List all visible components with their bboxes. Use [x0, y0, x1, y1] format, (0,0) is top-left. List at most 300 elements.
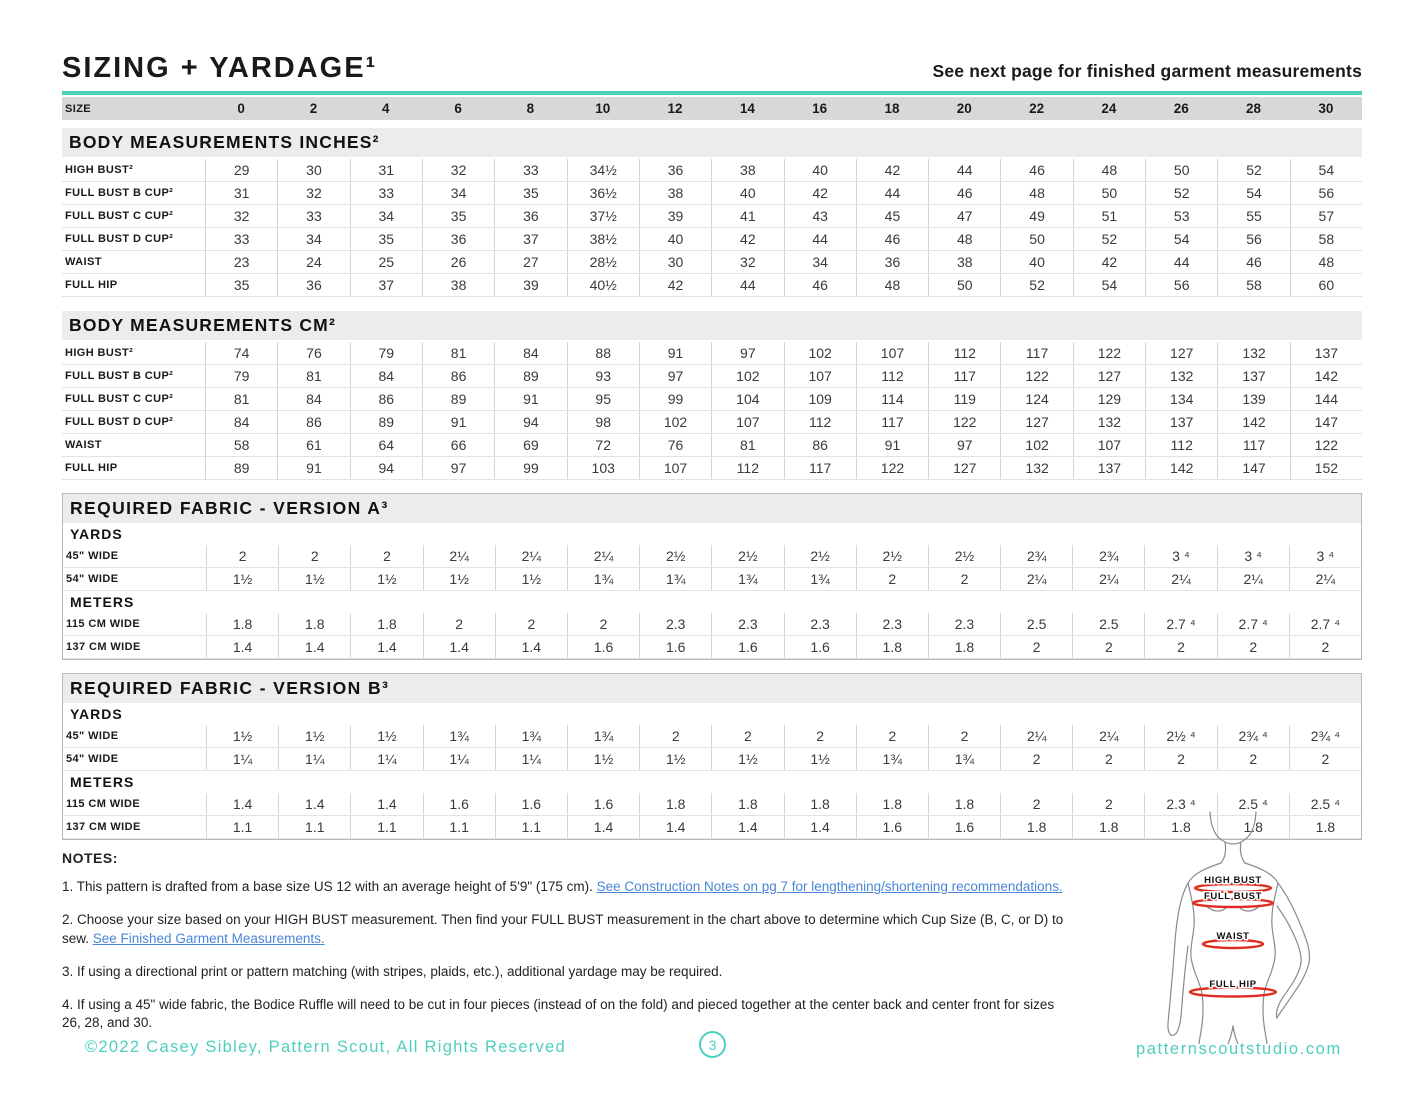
- size-column-header: 0: [237, 101, 245, 116]
- value-cell: 56: [1290, 182, 1362, 204]
- value-cell: 33: [277, 205, 349, 227]
- value-cell: 51: [1073, 205, 1145, 227]
- value-cell: 93: [567, 365, 639, 387]
- note-1: [62, 878, 1074, 897]
- value-cell: 40: [1000, 251, 1072, 273]
- value-cell: 36½: [567, 182, 639, 204]
- value-cell: 58: [1217, 274, 1289, 296]
- value-cell: 107: [639, 457, 711, 479]
- value-cell: 34: [350, 205, 422, 227]
- value-cell: 32: [205, 205, 277, 227]
- value-cell: 36: [494, 205, 566, 227]
- value-cell: 1.1: [495, 816, 567, 838]
- value-cell: 1.4: [711, 816, 783, 838]
- value-cell: 84: [277, 388, 349, 410]
- value-cell: 52: [1000, 274, 1072, 296]
- value-cell: 57: [1290, 205, 1362, 227]
- value-cell: 2: [1217, 636, 1289, 658]
- value-cell: 102: [711, 365, 783, 387]
- value-cell: 3 ⁴: [1144, 545, 1216, 567]
- value-cell: 1.4: [350, 636, 422, 658]
- value-cell: 2: [856, 725, 928, 747]
- value-cell: 2¼: [567, 545, 639, 567]
- value-cell: 2: [1217, 748, 1289, 770]
- table-row: [62, 228, 1362, 251]
- value-cell: 34½: [567, 159, 639, 181]
- value-cell: 2: [928, 725, 1000, 747]
- value-cell: 1.4: [639, 816, 711, 838]
- value-cell: 122: [928, 411, 1000, 433]
- row-label: 54" WIDE: [66, 753, 119, 765]
- table-row: [63, 748, 1361, 771]
- value-cell: 132: [1217, 342, 1289, 364]
- value-cell: 122: [856, 457, 928, 479]
- value-cell: 1.8: [1000, 816, 1072, 838]
- value-cell: 1¼: [206, 748, 278, 770]
- value-cell: 76: [277, 342, 349, 364]
- unit-label: YARDS: [70, 526, 123, 542]
- value-cell: 2: [350, 545, 422, 567]
- value-cell: 37½: [567, 205, 639, 227]
- value-cell: 2½: [784, 545, 856, 567]
- size-column-header: 2: [309, 101, 318, 116]
- value-cell: 1¼: [495, 748, 567, 770]
- value-cell: 127: [1073, 365, 1145, 387]
- value-cell: 1.6: [856, 816, 928, 838]
- value-cell: 109: [784, 388, 856, 410]
- note-2-link[interactable]: See Finished Garment Measurements.: [92, 930, 325, 946]
- section-title: REQUIRED FABRIC - VERSION B³: [63, 674, 1361, 703]
- value-cell: 1¾: [567, 725, 639, 747]
- value-cell: 53: [1145, 205, 1217, 227]
- value-cell: 81: [422, 342, 494, 364]
- value-cell: 88: [567, 342, 639, 364]
- value-cell: 112: [1145, 434, 1217, 456]
- value-cell: 1.1: [350, 816, 422, 838]
- value-cell: 132: [1073, 411, 1145, 433]
- value-cell: 1½: [567, 748, 639, 770]
- value-cell: 40: [784, 159, 856, 181]
- row-label: FULL BUST C CUP²: [65, 393, 174, 405]
- value-cell: 34: [422, 182, 494, 204]
- value-cell: 60: [1290, 274, 1362, 296]
- value-cell: 61: [277, 434, 349, 456]
- value-cell: 142: [1290, 365, 1362, 387]
- value-cell: 44: [856, 182, 928, 204]
- value-cell: 44: [1145, 251, 1217, 273]
- value-cell: 2: [1289, 748, 1361, 770]
- value-cell: 1¼: [278, 748, 350, 770]
- value-cell: 42: [856, 159, 928, 181]
- value-cell: 1.8: [711, 793, 783, 815]
- value-cell: 44: [784, 228, 856, 250]
- row-label: HIGH BUST²: [65, 164, 134, 176]
- figure-illustration-svg: [1148, 810, 1406, 1044]
- value-cell: 52: [1145, 182, 1217, 204]
- value-cell: 1.1: [423, 816, 495, 838]
- value-cell: 33: [494, 159, 566, 181]
- size-column-header: 18: [884, 101, 900, 116]
- value-cell: 84: [350, 365, 422, 387]
- size-column-header: 28: [1246, 101, 1262, 116]
- value-cell: 49: [1000, 205, 1072, 227]
- figure-label-high-bust: HIGH BUST: [1204, 875, 1262, 886]
- value-cell: 35: [494, 182, 566, 204]
- value-cell: 2.5: [1072, 613, 1144, 635]
- value-cell: 99: [639, 388, 711, 410]
- table-row: [63, 613, 1361, 636]
- value-cell: 48: [928, 228, 1000, 250]
- table-row: [63, 568, 1361, 591]
- value-cell: 2: [1000, 793, 1072, 815]
- value-cell: 2: [1289, 636, 1361, 658]
- value-cell: 1.4: [278, 793, 350, 815]
- value-cell: 30: [277, 159, 349, 181]
- value-cell: 2: [495, 613, 567, 635]
- value-cell: 107: [1073, 434, 1145, 456]
- fabric-section-version-a: [62, 493, 1362, 660]
- row-label: HIGH BUST²: [65, 347, 134, 359]
- value-cell: 50: [1073, 182, 1145, 204]
- table-row: [62, 388, 1362, 411]
- section-title: REQUIRED FABRIC - VERSION A³: [63, 494, 1361, 523]
- value-cell: 147: [1290, 411, 1362, 433]
- value-cell: 2¾: [1072, 545, 1144, 567]
- value-cell: 32: [711, 251, 783, 273]
- value-cell: 127: [1145, 342, 1217, 364]
- value-cell: 91: [639, 342, 711, 364]
- value-cell: 24: [277, 251, 349, 273]
- value-cell: 137: [1145, 411, 1217, 433]
- value-cell: 1¾: [567, 568, 639, 590]
- value-cell: 74: [205, 342, 277, 364]
- value-cell: 46: [1217, 251, 1289, 273]
- footer-website[interactable]: patternscoutstudio.com: [1136, 1040, 1342, 1058]
- value-cell: 1½: [206, 725, 278, 747]
- measurement-sections: [62, 128, 1362, 480]
- note-1-link[interactable]: See Construction Notes on pg 7 for lengthening/shortening recommendations.: [596, 879, 1063, 894]
- value-cell: 86: [350, 388, 422, 410]
- value-cell: 117: [1217, 434, 1289, 456]
- table-row: [62, 182, 1362, 205]
- row-label: WAIST: [65, 256, 102, 268]
- page-header: [62, 0, 1362, 85]
- value-cell: 81: [277, 365, 349, 387]
- value-cell: 48: [1290, 251, 1362, 273]
- row-label: 115 CM WIDE: [66, 798, 141, 810]
- value-cell: 132: [1145, 365, 1217, 387]
- section-title: BODY MEASUREMENTS INCHES²: [62, 128, 1362, 157]
- value-cell: 40: [711, 182, 783, 204]
- value-cell: 2: [856, 568, 928, 590]
- value-cell: 1.1: [206, 816, 278, 838]
- value-cell: 86: [277, 411, 349, 433]
- value-cell: 1.8: [278, 613, 350, 635]
- value-cell: 2¾ ⁴: [1217, 725, 1289, 747]
- value-cell: 36: [639, 159, 711, 181]
- value-cell: 2¼: [1000, 725, 1072, 747]
- table-row: [62, 251, 1362, 274]
- value-cell: 2¼: [1144, 568, 1216, 590]
- value-cell: 91: [494, 388, 566, 410]
- value-cell: 89: [494, 365, 566, 387]
- value-cell: 97: [422, 457, 494, 479]
- row-label: FULL BUST D CUP²: [65, 416, 174, 428]
- value-cell: 33: [205, 228, 277, 250]
- value-cell: 34: [784, 251, 856, 273]
- value-cell: 37: [494, 228, 566, 250]
- size-column-header: 4: [382, 101, 390, 116]
- value-cell: 1.6: [567, 793, 639, 815]
- value-cell: 2.7 ⁴: [1289, 613, 1361, 635]
- value-cell: 89: [205, 457, 277, 479]
- row-label: FULL BUST D CUP²: [65, 233, 174, 245]
- value-cell: 112: [856, 365, 928, 387]
- value-cell: 3 ⁴: [1217, 545, 1289, 567]
- value-cell: 46: [856, 228, 928, 250]
- value-cell: 1.6: [423, 793, 495, 815]
- value-cell: 35: [422, 205, 494, 227]
- value-cell: 86: [784, 434, 856, 456]
- value-cell: 2.3: [711, 613, 783, 635]
- size-header-label: SIZE: [65, 102, 92, 115]
- value-cell: 2.3: [784, 613, 856, 635]
- value-cell: 1.8: [928, 793, 1000, 815]
- value-cell: 42: [711, 228, 783, 250]
- value-cell: 2½: [639, 545, 711, 567]
- note-1-text: 1. This pattern is drafted from a base size US 12 with an average height of 5'9" (175 cm).: [62, 879, 597, 894]
- value-cell: 50: [928, 274, 1000, 296]
- value-cell: 1½: [278, 568, 350, 590]
- table-row: [62, 274, 1362, 297]
- value-cell: 2: [1000, 636, 1072, 658]
- value-cell: 99: [494, 457, 566, 479]
- note-4-text: 4. If using a 45" wide fabric, the Bodice Ruffle will need to be cut in four pieces (instead of on the fold) and pieced together at the center back and center front for sizes 26, 28, and 30.: [62, 996, 1055, 1031]
- value-cell: 72: [567, 434, 639, 456]
- size-column-header: 14: [739, 101, 755, 116]
- value-cell: 1½: [206, 568, 278, 590]
- value-cell: 32: [422, 159, 494, 181]
- value-cell: 81: [711, 434, 783, 456]
- value-cell: 95: [567, 388, 639, 410]
- page-title: SIZING + YARDAGE¹: [62, 52, 378, 84]
- value-cell: 37: [350, 274, 422, 296]
- value-cell: 97: [711, 342, 783, 364]
- value-cell: 1¾: [423, 725, 495, 747]
- value-cell: 3 ⁴: [1289, 545, 1361, 567]
- value-cell: 1.8: [639, 793, 711, 815]
- value-cell: 1.4: [567, 816, 639, 838]
- value-cell: 44: [711, 274, 783, 296]
- value-cell: 112: [711, 457, 783, 479]
- value-cell: 112: [784, 411, 856, 433]
- figure-outline: [1168, 812, 1310, 1044]
- value-cell: 137: [1073, 457, 1145, 479]
- value-cell: 35: [350, 228, 422, 250]
- value-cell: 1.8: [350, 613, 422, 635]
- section-body-measurements-cm: [62, 311, 1362, 480]
- value-cell: 47: [928, 205, 1000, 227]
- value-cell: 142: [1145, 457, 1217, 479]
- value-cell: 2.3: [856, 613, 928, 635]
- value-cell: 1½: [711, 748, 783, 770]
- notes: [62, 850, 1074, 1033]
- value-cell: 45: [856, 205, 928, 227]
- value-cell: 2.5 ⁴: [1217, 793, 1289, 815]
- table-row: [63, 725, 1361, 748]
- table-row: [63, 636, 1361, 659]
- value-cell: 94: [494, 411, 566, 433]
- value-cell: 89: [422, 388, 494, 410]
- value-cell: 69: [494, 434, 566, 456]
- value-cell: 64: [350, 434, 422, 456]
- value-cell: 91: [277, 457, 349, 479]
- value-cell: 1.8: [1289, 816, 1361, 838]
- value-cell: 132: [1000, 457, 1072, 479]
- value-cell: 2: [278, 545, 350, 567]
- value-cell: 25: [350, 251, 422, 273]
- value-cell: 33: [350, 182, 422, 204]
- note-4: [62, 996, 1074, 1034]
- value-cell: 81: [205, 388, 277, 410]
- page-number-badge: 3: [699, 1031, 726, 1058]
- notes-heading: NOTES:: [62, 850, 118, 866]
- value-cell: 2.3: [928, 613, 1000, 635]
- value-cell: 28½: [567, 251, 639, 273]
- value-cell: 119: [928, 388, 1000, 410]
- value-cell: 30: [639, 251, 711, 273]
- value-cell: 2: [784, 725, 856, 747]
- value-cell: 114: [856, 388, 928, 410]
- value-cell: 42: [784, 182, 856, 204]
- value-cell: 2.5: [1000, 613, 1072, 635]
- value-cell: 48: [1073, 159, 1145, 181]
- value-cell: 29: [205, 159, 277, 181]
- note-3-text: 3. If using a directional print or pattern matching (with stripes, plaids, etc.), additional yardage may be required.: [62, 963, 723, 979]
- value-cell: 1.4: [495, 636, 567, 658]
- value-cell: 56: [1145, 274, 1217, 296]
- unit-label: YARDS: [70, 706, 123, 722]
- value-cell: 2¾: [1000, 545, 1072, 567]
- value-cell: 36: [856, 251, 928, 273]
- size-column-header: 26: [1173, 101, 1189, 116]
- section-title: BODY MEASUREMENTS CM²: [62, 311, 1362, 340]
- value-cell: 1.8: [784, 793, 856, 815]
- table-row: [62, 205, 1362, 228]
- row-label: FULL BUST C CUP²: [65, 210, 174, 222]
- footer-copyright: ©2022 Casey Sibley, Pattern Scout, All Rights Reserved: [85, 1038, 567, 1056]
- value-cell: 2½: [856, 545, 928, 567]
- size-column-header: 6: [454, 101, 462, 116]
- value-cell: 44: [928, 159, 1000, 181]
- unit-label: METERS: [70, 774, 135, 790]
- value-cell: 1.8: [206, 613, 278, 635]
- size-column-header: 30: [1318, 101, 1334, 116]
- value-cell: 76: [639, 434, 711, 456]
- value-cell: 54: [1290, 159, 1362, 181]
- value-cell: 127: [928, 457, 1000, 479]
- size-header-row: [62, 97, 1362, 120]
- value-cell: 27: [494, 251, 566, 273]
- row-label: 45" WIDE: [66, 550, 119, 562]
- value-cell: 36: [277, 274, 349, 296]
- value-cell: 54: [1073, 274, 1145, 296]
- value-cell: 2¼: [495, 545, 567, 567]
- value-cell: 46: [784, 274, 856, 296]
- value-cell: 50: [1145, 159, 1217, 181]
- value-cell: 2¼: [1072, 725, 1144, 747]
- value-cell: 66: [422, 434, 494, 456]
- value-cell: 38: [711, 159, 783, 181]
- value-cell: 1.4: [784, 816, 856, 838]
- value-cell: 137: [1290, 342, 1362, 364]
- value-cell: 2: [1144, 636, 1216, 658]
- value-cell: 1½: [423, 568, 495, 590]
- row-label: WAIST: [65, 439, 102, 451]
- row-label: FULL HIP: [65, 462, 118, 474]
- value-cell: 2½ ⁴: [1144, 725, 1216, 747]
- value-cell: 42: [1073, 251, 1145, 273]
- section-body-measurements-inches: [62, 128, 1362, 297]
- value-cell: 1¾: [495, 725, 567, 747]
- value-cell: 91: [422, 411, 494, 433]
- table-row: [62, 365, 1362, 388]
- value-cell: 2: [1072, 636, 1144, 658]
- value-cell: 23: [205, 251, 277, 273]
- value-cell: 35: [205, 274, 277, 296]
- value-cell: 2: [1000, 748, 1072, 770]
- value-cell: 2: [928, 568, 1000, 590]
- size-column-header: 20: [956, 101, 972, 116]
- value-cell: 102: [784, 342, 856, 364]
- value-cell: 102: [1000, 434, 1072, 456]
- value-cell: 1.6: [784, 636, 856, 658]
- value-cell: 1.6: [711, 636, 783, 658]
- value-cell: 97: [639, 365, 711, 387]
- value-cell: 1.6: [495, 793, 567, 815]
- value-cell: 139: [1217, 388, 1289, 410]
- unit-label: METERS: [70, 594, 135, 610]
- value-cell: 56: [1217, 228, 1289, 250]
- value-cell: 32: [277, 182, 349, 204]
- value-cell: 2: [567, 613, 639, 635]
- value-cell: 124: [1000, 388, 1072, 410]
- note-2-text: 2. Choose your size based on your HIGH BUST measurement. Then find your FULL BUST measurement in the chart above to determine which Cup Size (B, C, or D) to sew.: [62, 911, 1064, 946]
- value-cell: 2.3 ⁴: [1144, 793, 1216, 815]
- value-cell: 50: [1000, 228, 1072, 250]
- size-column-header: 24: [1101, 101, 1117, 116]
- value-cell: 38: [422, 274, 494, 296]
- value-cell: 127: [1000, 411, 1072, 433]
- value-cell: 2¼: [1289, 568, 1361, 590]
- value-cell: 2: [639, 725, 711, 747]
- value-cell: 2¼: [423, 545, 495, 567]
- body-measurement-figure: [1148, 810, 1406, 1044]
- figure-label-full-hip: FULL HIP: [1209, 979, 1257, 990]
- value-cell: 48: [1000, 182, 1072, 204]
- value-cell: 54: [1217, 182, 1289, 204]
- value-cell: 1.1: [278, 816, 350, 838]
- row-label: 54" WIDE: [66, 573, 119, 585]
- value-cell: 79: [350, 342, 422, 364]
- value-cell: 2: [423, 613, 495, 635]
- value-cell: 1¾: [711, 568, 783, 590]
- value-cell: 134: [1145, 388, 1217, 410]
- value-cell: 1.4: [278, 636, 350, 658]
- value-cell: 46: [1000, 159, 1072, 181]
- size-column-header: 22: [1029, 101, 1045, 116]
- value-cell: 117: [1000, 342, 1072, 364]
